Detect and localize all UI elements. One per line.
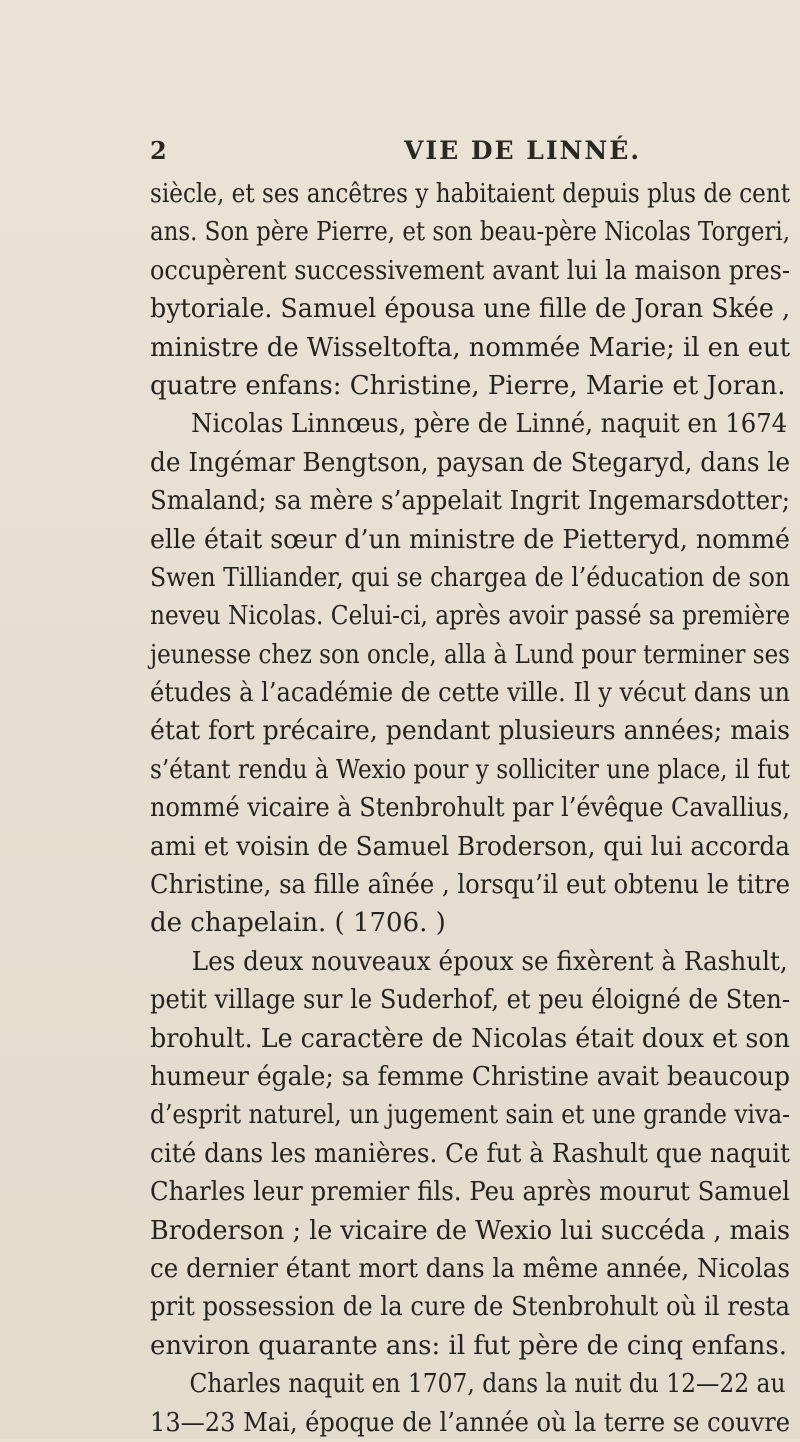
text-line: neveu Nicolas. Celui-ci, après avoir passé sa première [150,601,790,632]
text-line: de chapelain. ( 1706. ) [150,908,446,939]
text-line: jeunesse chez son oncle, alla à Lund pour terminer ses [150,639,790,670]
paragraph-start-line: Nicolas Linnœus, père de Linné, naquit en 1674 [191,409,788,440]
page-number: 2 [150,136,167,165]
text-line: elle était sœur d’un ministre de Pietteryd, nommé [150,524,790,555]
running-title: VIE DE LINNÉ. [404,136,642,165]
text-line: petit village sur le Suderhof, et peu éloigné de Sten- [150,985,791,1016]
text-line: d’esprit naturel, un jugement sain et une grande viva- [150,1100,791,1131]
text-line: bytoriale. Samuel épousa une fille de Joran Skée , [150,294,790,325]
text-line: Broderson ; le vicaire de Wexio lui succéda , mais [150,1215,791,1246]
text-line: s’étant rendu à Wexio pour y solliciter une place, il fut [150,754,791,785]
text-line: Christine, sa fille aînée , lorsqu’il eut obtenu le titre [150,870,791,901]
text-line: études à l’académie de cette ville. Il y vécut dans un [150,678,791,709]
body-text [150,175,790,1442]
paragraph-start-line: Les deux nouveaux époux se fixèrent à Rashult, [191,946,788,977]
text-line: ami et voisin de Samuel Broderson, qui lui accorda [150,831,790,862]
text-line: Smaland; sa mère s’appelait Ingrit Ingemarsdotter; [150,486,791,517]
text-line: humeur égale; sa femme Christine avait beaucoup [150,1061,790,1092]
text-line: siècle, et ses ancêtres y habitaient depuis plus de cent [150,179,791,209]
text-line: ce dernier étant mort dans la même année, Nicolas [150,1253,790,1284]
text-line: 13—23 Mai, époque de l’année où la terre se couvre [150,1407,791,1438]
text-line: ans. Son père Pierre, et son beau-père Nicolas Torgeri, [150,217,791,248]
text-line: brohult. Le caractère de Nicolas était doux et son [150,1023,791,1054]
paragraph-start-line: Charles naquit en 1707, dans la nuit du 12—22 au [189,1369,786,1400]
text-line: Charles leur premier fils. Peu après mourut Samuel [150,1177,790,1208]
text-line: occupèrent successivement avant lui la maison pres- [150,255,790,286]
text-line: Swen Tilliander, qui se chargea de l’éducation de son [150,562,791,593]
text-line: nommé vicaire à Stenbrohult par l’évêque Cavallius, [150,793,791,824]
text-line: quatre enfans: Christine, Pierre, Marie et Joran. [150,370,786,401]
text-line: cité dans les manières. Ce fut à Rashult que naquit [150,1138,790,1169]
text-line: état fort précaire, pendant plusieurs années; mais [150,716,791,747]
text-line: de Ingémar Bengtson, paysan de Stegaryd, dans le [150,447,791,478]
text-line: prit possession de la cure de Stenbrohult où il resta [150,1292,791,1323]
text-line: environ quarante ans: il fut père de cinq enfans. [150,1330,788,1361]
running-head [150,136,770,176]
text-line: ministre de Wisseltofta, nommée Marie; il en eut [150,332,790,363]
